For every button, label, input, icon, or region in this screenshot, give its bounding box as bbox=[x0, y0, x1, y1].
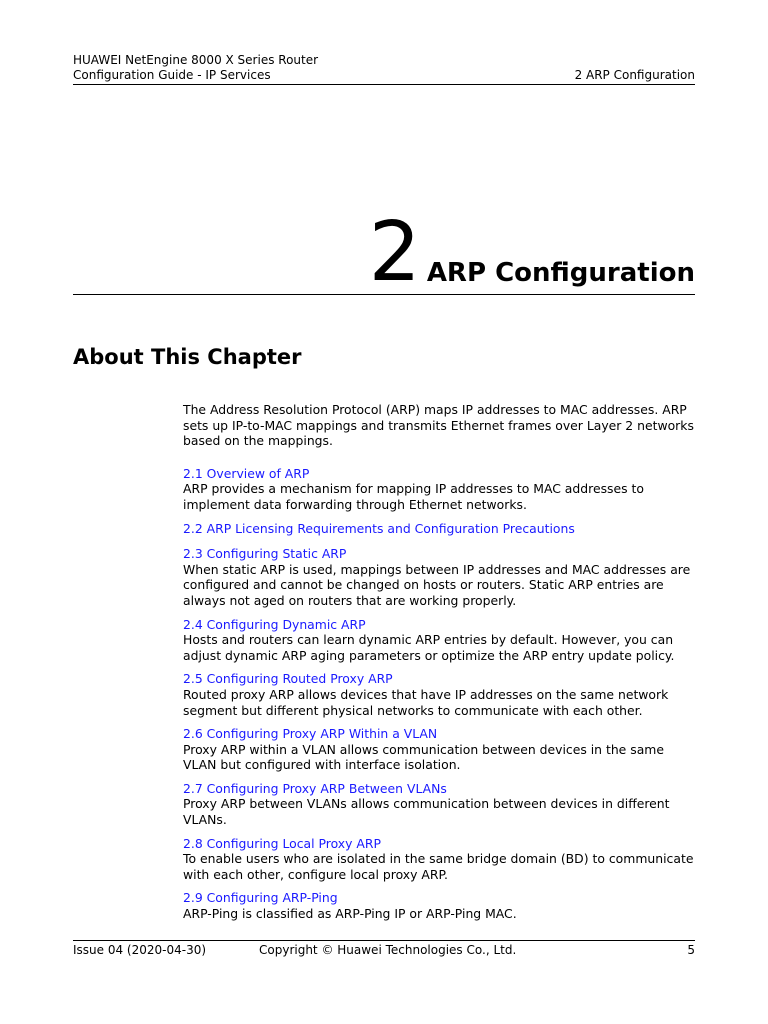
footer-copyright: Copyright © Huawei Technologies Co., Ltd. bbox=[259, 943, 517, 957]
toc-link-routed-proxy-arp[interactable]: 2.5 Configuring Routed Proxy ARP bbox=[183, 671, 393, 687]
toc-link-arp-ping[interactable]: 2.9 Configuring ARP-Ping bbox=[183, 890, 338, 906]
toc-desc: ARP-Ping is classified as ARP-Ping IP or ARP-Ping MAC. bbox=[183, 906, 517, 922]
header-row bbox=[73, 68, 695, 83]
chapter-number: 2 bbox=[368, 205, 419, 300]
intro-paragraph: The Address Resolution Protocol (ARP) maps IP addresses to MAC addresses. ARP sets up IP-to-MAC mappings and transmits Ethernet frames over Layer 2 networks based on the mappings. bbox=[183, 402, 694, 449]
page-footer bbox=[73, 940, 695, 958]
header-chapter: 2 ARP Configuration bbox=[574, 68, 695, 82]
toc-link-proxy-arp-within-vlan[interactable]: 2.6 Configuring Proxy ARP Within a VLAN bbox=[183, 726, 438, 742]
toc-desc: ARP provides a mechanism for mapping IP addresses to MAC addresses to implement data forwarding through Ethernet networks. bbox=[183, 481, 644, 512]
page-header bbox=[73, 53, 695, 85]
toc-desc: When static ARP is used, mappings between IP addresses and MAC addresses are configured and cannot be changed on hosts or routers. Static ARP entries are always not aged on routers that are working properly. bbox=[183, 561, 691, 608]
toc-item bbox=[183, 521, 698, 537]
section-heading: About This Chapter bbox=[73, 345, 302, 369]
toc-item bbox=[183, 890, 698, 921]
toc-desc: Proxy ARP within a VLAN allows communication between devices in the same VLAN but configured with interface isolation. bbox=[183, 741, 664, 773]
toc-item bbox=[183, 546, 698, 608]
toc-link-licensing[interactable]: 2.2 ARP Licensing Requirements and Configuration Precautions bbox=[183, 520, 575, 536]
header-product: HUAWEI NetEngine 8000 X Series Router bbox=[73, 53, 319, 67]
chapter-content bbox=[183, 402, 698, 930]
toc-desc: To enable users who are isolated in the same bridge domain (BD) to communicate with each other, configure local proxy ARP. bbox=[183, 851, 694, 882]
toc-item bbox=[183, 781, 698, 828]
toc-link-proxy-arp-between-vlans[interactable]: 2.7 Configuring Proxy ARP Between VLANs bbox=[183, 780, 447, 796]
toc-link-overview[interactable]: 2.1 Overview of ARP bbox=[183, 465, 310, 481]
toc-item bbox=[183, 617, 698, 664]
chapter-name: ARP Configuration bbox=[426, 258, 695, 288]
chapter-title bbox=[73, 205, 695, 300]
toc-item bbox=[183, 836, 698, 883]
toc-item bbox=[183, 726, 698, 773]
toc-link-local-proxy-arp[interactable]: 2.8 Configuring Local Proxy ARP bbox=[183, 835, 381, 851]
toc-link-dynamic-arp[interactable]: 2.4 Configuring Dynamic ARP bbox=[183, 616, 366, 632]
toc-item bbox=[183, 671, 698, 718]
header-guide: Configuration Guide - IP Services bbox=[73, 68, 271, 82]
footer-page-number: 5 bbox=[687, 943, 695, 957]
toc-desc: Routed proxy ARP allows devices that have IP addresses on the same network segment but different physical networks to communicate with each other. bbox=[183, 686, 669, 718]
toc-desc: Proxy ARP between VLANs allows communication between devices in different VLANs. bbox=[183, 796, 670, 828]
toc-link-static-arp[interactable]: 2.3 Configuring Static ARP bbox=[183, 546, 347, 562]
toc-desc: Hosts and routers can learn dynamic ARP entries by default. However, you can adjust dynamic ARP aging parameters or optimize the ARP entry update policy. bbox=[183, 632, 675, 663]
toc-item bbox=[183, 466, 698, 513]
footer-issue: Issue 04 (2020-04-30) bbox=[73, 943, 207, 957]
